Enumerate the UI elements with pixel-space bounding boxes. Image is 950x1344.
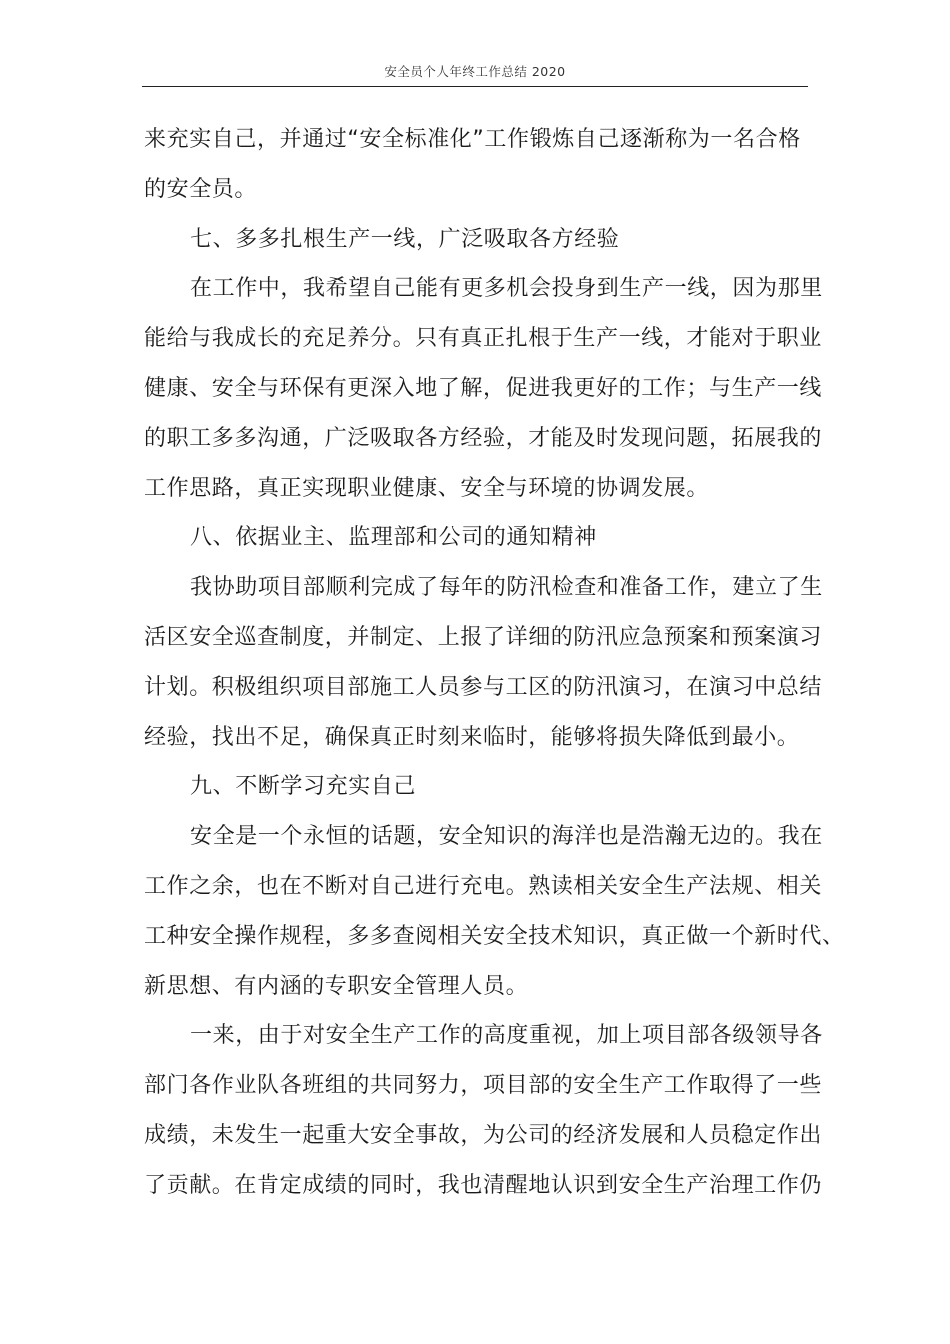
text-line: 一来，由于对安全生产工作的高度重视，加上项目部各级领导各 xyxy=(190,1023,823,1049)
text-line: 工作之余，也在不断对自己进行充电。熟读相关安全生产法规、相关 xyxy=(144,873,823,899)
text-line: 健康、安全与环保有更深入地了解，促进我更好的工作；与生产一线 xyxy=(144,375,823,401)
text-line: 计划。积极组织项目部施工人员参与工区的防汛演习，在演习中总结 xyxy=(144,674,823,700)
text-line: 的职工多多沟通，广泛吸取各方经验，才能及时发现问题，拓展我的 xyxy=(144,425,823,451)
page-header-title: 安全员个人年终工作总结 2020 xyxy=(384,64,566,79)
text-line: 我协助项目部顺利完成了每年的防汛检查和准备工作，建立了生 xyxy=(190,575,823,601)
text-line: 经验，找出不足，确保真正时刻来临时，能够将损失降低到最小。 xyxy=(144,724,800,750)
text-line: 能给与我成长的充足养分。只有真正扎根于生产一线，才能对于职业 xyxy=(144,326,823,352)
text-line: 八、依据业主、监理部和公司的通知精神 xyxy=(190,525,597,551)
document-body xyxy=(144,115,845,1211)
text-line: 新思想、有内涵的专职安全管理人员。 xyxy=(144,973,529,999)
text-line: 活区安全巡查制度，并制定、上报了详细的防汛应急预案和预案演习 xyxy=(144,624,823,650)
text-line: 来充实自己，并通过“安全标准化”工作锻炼自己逐渐称为一名合格 xyxy=(144,127,801,152)
text-line: 工作思路，真正实现职业健康、安全与环境的协调发展。 xyxy=(144,475,710,501)
text-line: 九、不断学习充实自己 xyxy=(190,774,417,800)
text-line: 了贡献。在肯定成绩的同时，我也清醒地认识到安全生产治理工作仍 xyxy=(144,1172,823,1198)
text-line: 的安全员。 xyxy=(144,176,258,202)
text-line: 部门各作业队各班组的共同努力，项目部的安全生产工作取得了一些 xyxy=(144,1073,823,1099)
text-line: 成绩，未发生一起重大安全事故，为公司的经济发展和人员稳定作出 xyxy=(144,1122,823,1148)
text-line: 在工作中，我希望自己能有更多机会投身到生产一线，因为那里 xyxy=(190,276,823,302)
header-divider xyxy=(142,86,808,87)
text-line: 安全是一个永恒的话题，安全知识的海洋也是浩瀚无边的。我在 xyxy=(190,824,823,850)
text-line: 工种安全操作规程，多多查阅相关安全技术知识，真正做一个新时代、 xyxy=(144,923,845,949)
text-line: 七、多多扎根生产一线，广泛吸取各方经验 xyxy=(190,226,620,252)
